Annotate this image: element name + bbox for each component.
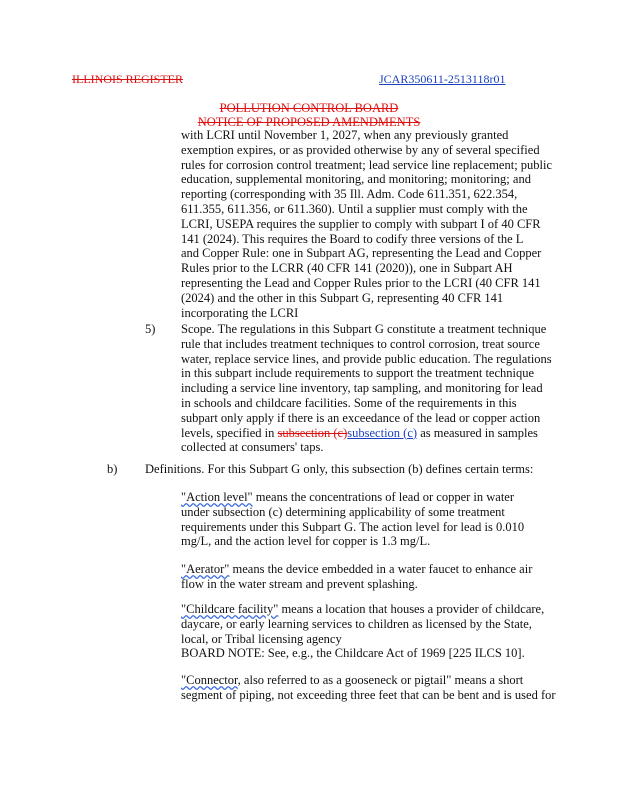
scope-line-text: as measured in samples [417,425,538,440]
definitions-intro-text: Definitions. For this Subpart G only, this subsection (b) defines certain terms: [145,462,534,476]
definition-line [181,490,524,505]
jcar-document-code[interactable]: JCAR350611-2513118r01 [379,72,506,86]
scope-line: water, replace service lines, and provide public education. The regulations [181,351,552,366]
definition-childcare-facility [181,602,544,661]
scope-line: Scope. The regulations in this Subpart G constitute a treatment technique [181,322,547,336]
item-letter-b: b) [107,462,118,476]
intro-line: and Copper Rule: one in Subpart AG, representing the Lead and Copper [181,246,542,261]
intro-line: LCRI, USEPA requires the supplier to comply with subpart I of 40 CFR [181,216,541,231]
definition-line [181,602,544,617]
scope-line: in schools and childcare facilities. Some of the requirements in this [181,395,517,410]
intro-line: 141 (2024). This requires the Board to codify three versions of the L [181,231,524,246]
definition-text: means the concentrations of lead or copper in water [252,490,515,504]
intro-line: with LCRI until November 1, 2027, when any previously granted [181,128,509,142]
item-number-5: 5) [145,322,156,336]
subsection-c-link[interactable]: subsection (c) [347,425,418,440]
notice-title: NOTICE OF PROPOSED AMENDMENTS [197,115,421,129]
intro-line: Rules prior to the LCRR (40 CFR 141 (2020)), one in Subpart AH [181,261,513,276]
definition-line: mg/L, and the action level for copper is 1.3 mg/L. [181,534,431,549]
scope-paragraph [181,322,552,455]
scope-line [181,426,552,441]
definition-connector [181,673,556,703]
intro-line: (2024) and the other in this Subpart G, representing 40 CFR 141 [181,290,504,305]
term-aerator: "Aerator" [181,562,230,576]
definition-action-level [181,490,524,549]
scope-line: including a service line inventory, tap sampling, and monitoring for lead [181,381,543,396]
definition-line: local, or Tribal licensing agency [181,631,342,646]
intro-paragraph [181,128,552,320]
intro-line: representing the Lead and Copper Rules prior to the LCRI (40 CFR 141 [181,275,541,290]
intro-line: incorporating the LCRI [181,305,299,320]
definition-text: means a location that houses a provider of childcare, [278,602,545,616]
definition-line: segment of piping, not exceeding three feet that can be bent and is used for [181,687,556,702]
definition-text: , also referred to as a gooseneck or pigtail" means a short [237,673,524,687]
definition-aerator [181,562,532,592]
scope-line: in this subpart include requirements to support the treatment technique [181,366,535,381]
deleted-subsection-ref: subsection (c) [277,425,348,440]
intro-line: reporting (corresponding with 35 Ill. Adm. Code 611.351, 622.354, [181,187,518,202]
definition-text: means the device embedded in a water faucet to enhance air [229,562,533,576]
scope-line-text: levels, specified in [181,425,278,440]
board-note: BOARD NOTE: See, e.g., the Childcare Act of 1969 [225 ILCS 10]. [181,646,525,661]
register-header: ILLINOIS REGISTER [72,72,183,86]
definition-line [181,673,556,688]
term-action-level: "Action level" [181,490,253,504]
intro-line: exemption expires, or as provided otherwise by any of several specified [181,142,540,157]
definition-line: under subsection (c) determining applicability of some treatment [181,504,505,519]
intro-line: rules for corrosion control treatment; lead service line replacement; public [181,157,553,172]
definition-line: requirements under this Subpart G. The action level for lead is 0.010 [181,519,525,534]
scope-line: collected at consumers' taps. [181,440,324,455]
agency-title: POLLUTION CONTROL BOARD [219,101,399,115]
intro-line: 611.355, 611.356, or 611.360). Until a supplier must comply with the [181,201,528,216]
scope-line: rule that includes treatment techniques to control corrosion, treat source [181,336,540,351]
definition-line [181,562,532,577]
definition-line: flow in the water stream and prevent splashing. [181,576,418,591]
definition-line: daycare, or early learning services to children as licensed by the State, [181,616,532,631]
scope-line: subpart only apply if there is an exceedance of the lead or copper action [181,410,541,425]
definitions-intro [145,462,533,477]
intro-line: education, supplemental monitoring, and monitoring; monitoring; and [181,172,531,187]
term-connector: "Connector [181,673,238,687]
term-childcare-facility: "Childcare facility" [181,602,279,616]
